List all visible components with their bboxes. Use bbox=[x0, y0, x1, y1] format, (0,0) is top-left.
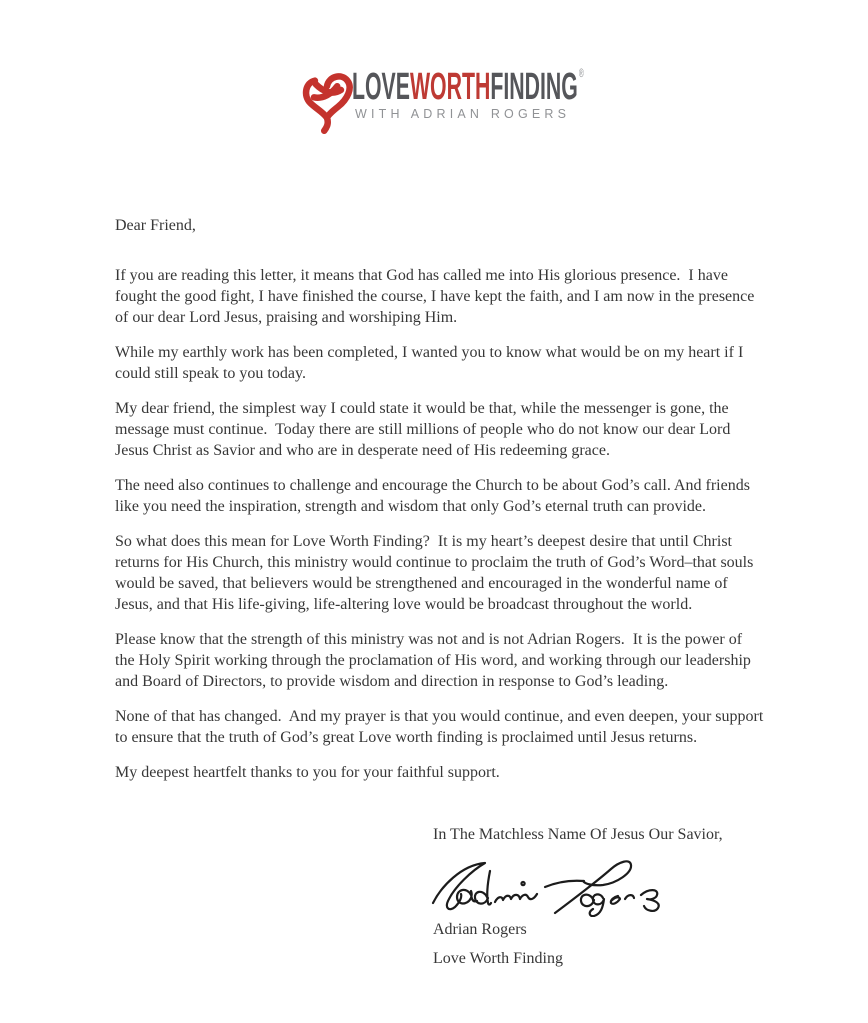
logo-wordmark bbox=[352, 67, 584, 106]
logo-word-love: LOVE bbox=[352, 66, 410, 108]
salutation: Dear Friend, bbox=[115, 217, 196, 234]
paragraph-1: If you are reading this letter, it means that God has called me into His glorious presence. I have fought the good fight, I have finished the course, I have kept the faith, and I am now in the presence of our dear Lord Jesus, praising and worshiping Him. bbox=[115, 267, 759, 326]
paragraph-5: So what does this mean for Love Worth Finding? It is my heart’s deepest desire that until Christ returns for His Church, this ministry would continue to proclaim the truth of God’s Word–that souls would be saved, that believers would be strengthened and encouraged in the wonderful name of Jesus, and that His life-giving, life-altering love would be broadcast throughout the world. bbox=[115, 533, 758, 613]
logo-tagline: WITH ADRIAN ROGERS bbox=[355, 107, 571, 121]
signature-image bbox=[427, 853, 682, 917]
paragraph-8: My deepest heartfelt thanks to you for your faithful support. bbox=[115, 764, 500, 781]
registered-mark: ® bbox=[578, 66, 584, 80]
closing-block bbox=[433, 824, 765, 969]
paragraph-2: While my earthly work has been completed, I wanted you to know what would be on my heart if I could still speak to you today. bbox=[115, 344, 748, 382]
valediction: In The Matchless Name Of Jesus Our Savior, bbox=[433, 826, 723, 843]
paragraph-7: None of that has changed. And my prayer is that you would continue, and even deepen, your support to ensure that the truth of God’s great Love worth finding is proclaimed until Jesus returns. bbox=[115, 708, 768, 746]
paragraph-4: The need also continues to challenge and encourage the Church to be about God’s call. And friends like you need the inspiration, strength and wisdom that only God’s eternal truth can provide. bbox=[115, 477, 754, 515]
logo-word-finding: FINDING bbox=[490, 66, 578, 108]
letter-body bbox=[115, 215, 768, 969]
organization-name: Love Worth Finding bbox=[433, 950, 563, 967]
logo-word-worth: WORTH bbox=[409, 66, 491, 108]
paragraph-3: My dear friend, the simplest way I could state it would be that, while the messenger is gone, the message must continue. Today there are still millions of people who do not know our dear Lord Jesus Christ as Savior and who are in desperate need of His redeeming grace. bbox=[115, 400, 735, 459]
signer-name: Adrian Rogers bbox=[433, 921, 527, 938]
paragraph-6: Please know that the strength of this ministry was not and is not Adrian Rogers. It is the power of the Holy Spirit working through the proclamation of His word, and working through our leadership and Board of Directors, to provide wisdom and direction in response to God’s leading. bbox=[115, 631, 755, 690]
heart-icon bbox=[301, 70, 353, 134]
